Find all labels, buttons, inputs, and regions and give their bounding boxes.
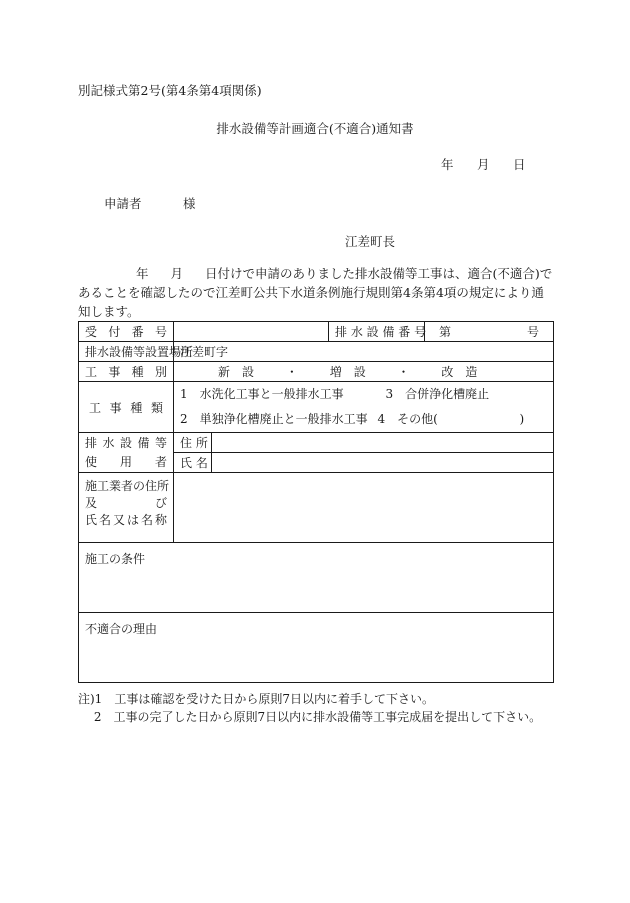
reception-number-value: [174, 322, 329, 342]
contractor-label-line-2: 及 び: [85, 496, 167, 510]
note-2: 2 工事の完了した日から原則7日以内に排水設備等工事完成届を提出して下さい。: [78, 710, 542, 724]
work-kind-line-2: [180, 407, 547, 432]
row-conditions: [79, 543, 554, 613]
number-suffix: 号: [526, 325, 539, 339]
row-reception: [79, 322, 554, 342]
reception-number-label: 受 付 番 号: [79, 322, 174, 342]
work-kind-option-4: 4 その他(: [377, 412, 438, 426]
name-value: [212, 453, 554, 473]
drainage-number-value: [425, 322, 554, 342]
form-reference: 別記様式第2号(第4条第4項関係): [78, 83, 262, 98]
applicant-label: 申請者: [104, 196, 142, 211]
option-remodel: 改 造: [441, 365, 478, 379]
date-month-label: 月: [477, 157, 490, 172]
contractor-label-line-1: 施工業者の住所: [85, 479, 170, 493]
row-work-kind: [79, 382, 554, 433]
work-kind-option-4-close: ): [519, 412, 525, 426]
body-year: 年: [136, 266, 149, 281]
date-year-label: 年: [441, 157, 454, 172]
body-month: 月: [170, 266, 184, 281]
nonconformity-label: 不適合の理由: [85, 622, 158, 636]
contractor-label-line-3: 氏名又は名称: [85, 513, 167, 527]
work-kind-line-1: [180, 382, 547, 407]
option-separator-2: ・: [397, 365, 410, 379]
document-title: 排水設備等計画適合(不適合)通知書: [216, 121, 414, 136]
address-value: [212, 433, 554, 453]
nonconformity-cell: [79, 613, 554, 683]
notice-form-table: [78, 321, 554, 683]
option-separator-1: ・: [285, 365, 298, 379]
user-label-line-2: 使 用 者: [85, 454, 167, 469]
address-label: 住 所: [174, 433, 212, 453]
contractor-label: [79, 473, 174, 543]
location-label: 排水設備等設置場所: [79, 342, 174, 362]
issuer-name: 江差町長: [345, 234, 396, 249]
option-extension: 増 設: [329, 365, 366, 379]
work-kind-label: 工 事 種 類: [79, 382, 174, 433]
row-user-address: [79, 433, 554, 453]
row-work-type: [79, 362, 554, 382]
row-contractor: [79, 473, 554, 543]
conditions-label: 施工の条件: [85, 552, 146, 566]
notice-body: [78, 264, 553, 321]
applicant-honorific: 様: [183, 196, 196, 211]
conditions-cell: [79, 543, 554, 613]
note-1: 注)1 工事は確認を受けた日から原則7日以内に着手して下さい。: [78, 692, 434, 706]
row-nonconformity: [79, 613, 554, 683]
name-label: 氏 名: [174, 453, 212, 473]
row-location: [79, 342, 554, 362]
user-label: [79, 433, 174, 473]
work-kind-option-1: 1 水洗化工事と一般排水工事: [180, 387, 344, 401]
number-prefix: 第: [439, 325, 452, 339]
work-kind-option-2: 2 単独浄化槽廃止と一般排水工事: [180, 412, 368, 426]
date-day-label: 日: [513, 157, 526, 172]
user-label-line-1: 排 水 設 備 等: [85, 435, 167, 450]
work-type-options: [174, 362, 554, 382]
work-kind-options: [174, 382, 554, 433]
contractor-value: [174, 473, 554, 543]
footnotes: [78, 690, 541, 726]
body-text: 日付けで申請のありました排水設備等工事は、適合(不適合)であることを確認したので江差町公共下水道条例施行規則第4条第4項の規定により通知します。: [78, 266, 553, 319]
option-new: 新 設: [218, 365, 255, 379]
location-value: 江差町字: [174, 342, 554, 362]
work-type-label: 工 事 種 別: [79, 362, 174, 382]
work-kind-option-3: 3 合併浄化槽廃止: [385, 387, 490, 401]
drainage-number-label: 排 水 設 備 番 号: [329, 322, 425, 342]
